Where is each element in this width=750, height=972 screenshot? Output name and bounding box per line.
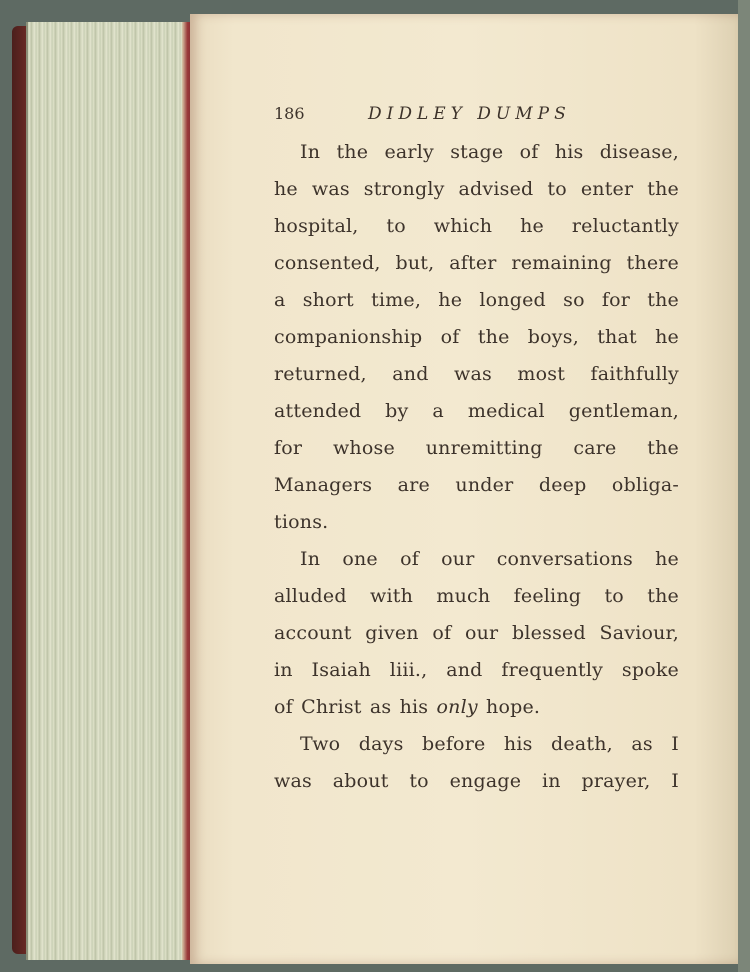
paragraph-3	[274, 726, 679, 800]
text-line: hospital, to which he reluctantly	[274, 215, 679, 237]
text-segment: hope.	[477, 696, 541, 718]
text-line: companionship of the boys, that he	[274, 326, 679, 348]
text-line: was about to engage in prayer, I	[274, 770, 679, 792]
text-line: attended by a medical gentleman,	[274, 400, 679, 422]
scan-background-edge	[738, 0, 750, 972]
running-head	[274, 100, 679, 134]
paragraph-1	[274, 134, 679, 541]
text-line: In the early stage of his disease,	[300, 141, 679, 163]
text-line: alluded with much feeling to the	[274, 585, 679, 607]
text-line-with-emphasis	[274, 689, 679, 726]
text-line: account given of our blessed Saviour,	[274, 622, 679, 644]
text-segment: of Christ as his	[274, 696, 437, 718]
text-line: tions.	[274, 511, 329, 533]
book-page	[190, 14, 738, 964]
text-line: consented, but, after remaining there	[274, 252, 679, 274]
text-line: in Isaiah liii., and frequently spoke	[274, 659, 679, 681]
page-number: 186	[274, 104, 305, 123]
text-line: Managers are under deep obliga-	[274, 474, 679, 496]
paragraph-2	[274, 541, 679, 726]
emphasized-word: only	[436, 696, 478, 718]
text-line: returned, and was most faithfully	[274, 363, 679, 385]
text-line: Two days before his death, as I	[300, 733, 679, 755]
page-fore-edge	[26, 22, 194, 960]
text-line: for whose unremitting care the	[274, 437, 679, 459]
text-line: he was strongly advised to enter the	[274, 178, 679, 200]
text-line: In one of our conversations he	[300, 548, 679, 570]
page-text-area	[274, 100, 679, 800]
running-title: DIDLEY DUMPS	[368, 104, 571, 124]
text-line: a short time, he longed so for the	[274, 289, 679, 311]
